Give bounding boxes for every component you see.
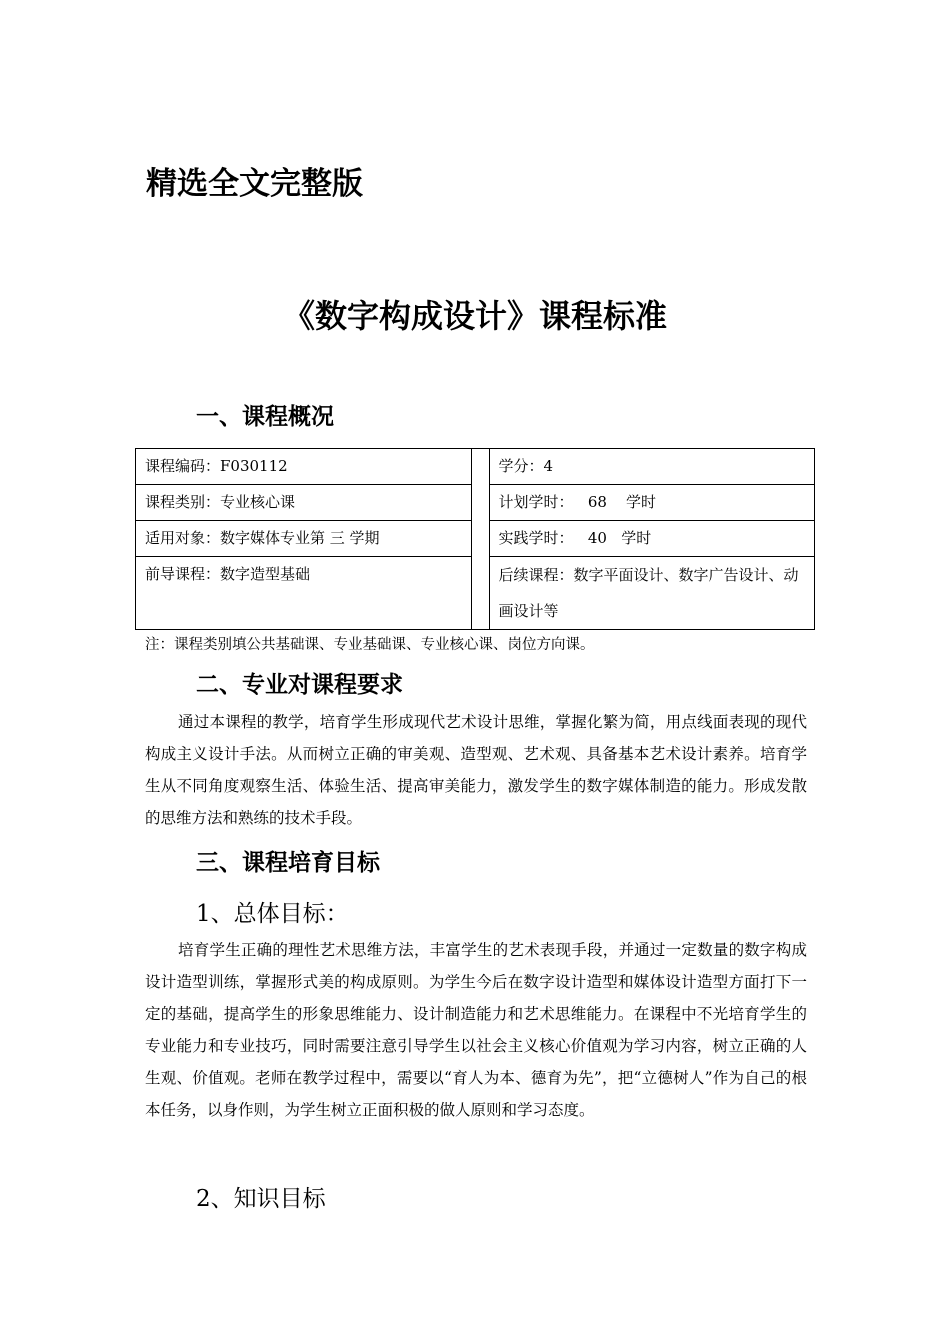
follow-up-course-cell: 后续课程：数字平面设计、数字广告设计、动画设计等 [489, 557, 814, 630]
subheading-knowledge-goal: 2、知识目标 [196, 1186, 326, 1212]
credit-cell: 学分：4 [489, 449, 814, 485]
planned-hours-cell: 计划学时： 68 学时 [489, 485, 814, 521]
course-info-table [135, 448, 815, 630]
prerequisite-course-cell: 前导课程：数字造型基础 [136, 557, 472, 630]
target-audience-cell: 适用对象：数字媒体专业第 三 学期 [136, 521, 472, 557]
practice-hours-cell: 实践学时： 40 学时 [489, 521, 814, 557]
section-heading-overview: 一、课程概况 [196, 404, 334, 430]
table-spacer-column [471, 449, 489, 630]
course-category-cell: 课程类别：专业核心课 [136, 485, 472, 521]
section-heading-requirements: 二、专业对课程要求 [196, 672, 403, 698]
document-title: 《数字构成设计》课程标准 [282, 297, 667, 335]
section-heading-objectives: 三、课程培育目标 [196, 850, 380, 876]
course-code-cell: 课程编码：F030112 [136, 449, 472, 485]
table-note: 注：课程类别填公共基础课、专业基础课、专业核心课、岗位方向课。 [145, 637, 595, 653]
header-title: 精选全文完整版 [146, 166, 363, 202]
subheading-overall-goal: 1、总体目标： [196, 901, 349, 927]
table-row [136, 449, 815, 485]
overall-goal-paragraph: 培育学生正确的理性艺术思维方法，丰富学生的艺术表现手段，并通过一定数量的数字构成设计造型训练，掌握形式美的构成原则。为学生今后在数字设计造型和媒体设计造型方面打下一定的基础，提高学生的形象思维能力、设计制造能力和艺术思维能力。在课程中不光培育学生的专业能力和专业技巧，同时需要注意引导学生以社会主义核心价值观为学习内容，树立正确的人生观、价值观。老师在教学过程中，需要以“育人为本、德育为先”，把“立德树人”作为自己的根本任务，以身作则，为学生树立正面积极的做人原则和学习态度。 [145, 941, 807, 1119]
requirements-paragraph: 通过本课程的教学，培育学生形成现代艺术设计思维，掌握化繁为简，用点线面表现的现代构成主义设计手法。从而树立正确的审美观、造型观、艺术观、具备基本艺术设计素养。培育学生从不同角度观察生活、体验生活、提高审美能力，激发学生的数字媒体制造的能力。形成发散的思维方法和熟练的技术手段。 [145, 713, 807, 827]
